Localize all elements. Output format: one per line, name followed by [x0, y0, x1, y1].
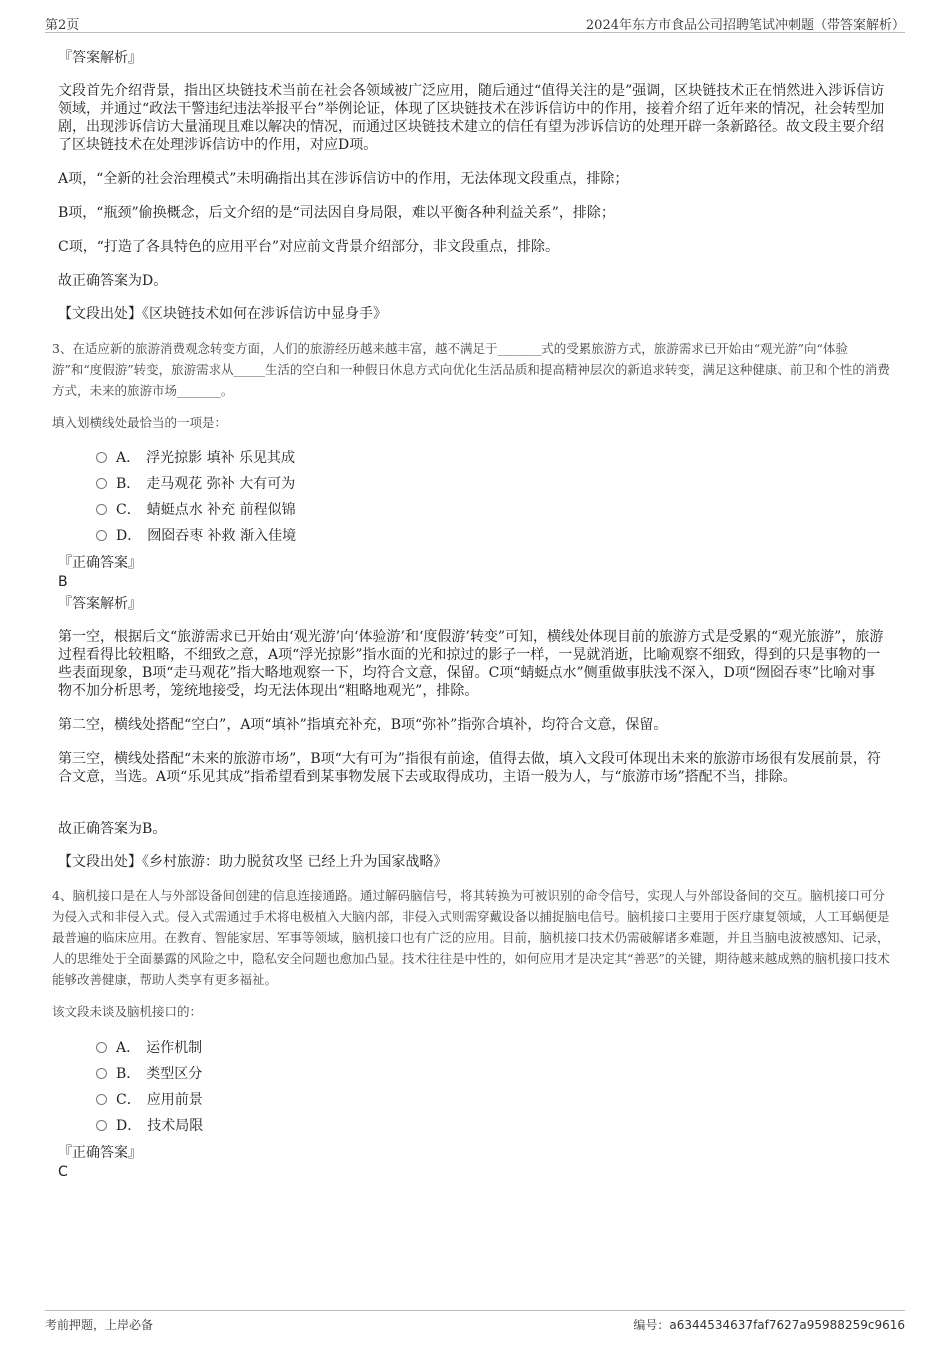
- q3-option-a[interactable]: A． 浮光掠影 填补 乐见其成: [96, 449, 295, 467]
- q4-question: 4、脑机接口是在人与外部设备间创建的信息连接通路。通过解码脑信号，将其转换为可被识别的命令信号，实现人与外部设备间的交互。脑机接口可分为侵入式和非侵入式。侵入式需通过手术将电极植入大脑内部，非侵入式则需穿戴设备以捕捉脑电信号。脑机接口主要用于医疗康复领域，人工耳蜗便是最普遍的临床应用。在教育、智能家居、军事等领域，脑机接口也有广泛的应用。目前，脑机接口技术仍需破解诸多难题，并且当脑电波被感知、记录，人的思维处于全面暴露的风险之中，隐私安全问题也愈加凸显。技术往往是中性的，如何应用才是决定其“善恶”的关键，期待越来越成熟的脑机接口技术能够改善健康，帮助人类享有更多福祉。: [52, 888, 890, 987]
- q4-option-a[interactable]: A． 运作机制: [96, 1039, 202, 1057]
- blank: _______: [497, 341, 542, 356]
- q3-analysis-blank2: 第二空，横线处搭配“空白”，A项“填补”指填充补充，B项“弥补”指弥合填补，均符合文意，保留。: [58, 717, 668, 733]
- q2-option-a-explanation: A项，“全新的社会治理模式”未明确指出其在涉诉信访中的作用，无法体现文段重点，排除；: [58, 171, 629, 187]
- radio-icon[interactable]: [96, 1120, 107, 1131]
- q2-analysis-label: 『答案解析』: [58, 50, 142, 66]
- q3-option-c[interactable]: C． 蜻蜓点水 补充 前程似锦: [96, 501, 296, 519]
- document-code: 编号：a6344534637faf7627a95988259c9616: [633, 1318, 905, 1332]
- q3-source: 【文段出处】《乡村旅游：助力脱贫攻坚 已经上升为国家战略》: [58, 854, 448, 870]
- q3-prompt: 填入划横线处最恰当的一项是：: [52, 415, 228, 430]
- q3-correct-label: 『正确答案』: [58, 555, 142, 571]
- footer-slogan: 考前押题，上岸必备: [45, 1318, 154, 1332]
- q2-source: 【文段出处】《区块链技术如何在涉诉信访中显身手》: [58, 306, 387, 322]
- page-number: 第2页: [45, 18, 80, 33]
- q3-option-d[interactable]: D． 囫囵吞枣 补救 渐入佳境: [96, 527, 296, 545]
- radio-icon[interactable]: [96, 1094, 107, 1105]
- blank: _______: [177, 383, 221, 398]
- q3-analysis-blank1: 第一空，根据后文“旅游需求已开始由‘观光游’向‘体验游’和‘度假游’转变”可知，横线处体现目前的旅游方式是受累的“观光旅游”，旅游过程看得比较粗略，不细致之意，A项“浮光掠影”指水面的光和掠过的影子一样，一晃就消逝，比喻观察不细致，得到的只是事物的一些表面现象，B项“走马观花”指大略地观察一下，均符合文意，保留。C项“蜻蜓点水”侧重做事肤浅不深入，D项“囫囵吞枣”比喻对事物不加分析思考，笼统地接受，均无法体现出“粗略地观光”，排除。: [58, 629, 884, 699]
- q4-correct-answer: C: [58, 1164, 68, 1180]
- q2-option-c-explanation: C项，“打造了各具特色的应用平台”对应前文背景介绍部分，非文段重点，排除。: [58, 239, 560, 255]
- radio-icon[interactable]: [96, 1042, 107, 1053]
- q4-option-c[interactable]: C． 应用前景: [96, 1091, 203, 1109]
- q3-conclusion: 故正确答案为B。: [58, 821, 167, 837]
- q3-analysis-label: 『答案解析』: [58, 596, 142, 612]
- q3-analysis-blank3: 第三空，横线处搭配“未来的旅游市场”，B项“大有可为”指很有前途，值得去做，填入文段可体现出未来的旅游市场很有发展前景，符合文意，当选。A项“乐见其成”指希望看到某事物发展下去或取得成功，主语一般为人，与“旅游市场”搭配不当，排除。: [58, 751, 881, 785]
- radio-icon[interactable]: [96, 504, 107, 515]
- blank: _____: [233, 362, 265, 377]
- page-header: [45, 14, 905, 33]
- q4-option-d[interactable]: D． 技术局限: [96, 1117, 203, 1135]
- q2-option-b-explanation: B项，“瓶颈”偷换概念，后文介绍的是“司法因自身局限，难以平衡各种利益关系”，排除；: [58, 205, 615, 221]
- q2-conclusion: 故正确答案为D。: [58, 273, 168, 289]
- q4-prompt: 该文段未谈及脑机接口的：: [52, 1004, 203, 1019]
- radio-icon[interactable]: [96, 452, 107, 463]
- document-title: 2024年东方市食品公司招聘笔试冲刺题（带答案解析）: [585, 18, 905, 33]
- q4-correct-label: 『正确答案』: [58, 1145, 142, 1161]
- radio-icon[interactable]: [96, 1068, 107, 1079]
- page-footer: [45, 1310, 905, 1337]
- q4-option-b[interactable]: B． 类型区分: [96, 1065, 202, 1083]
- q3-question: 3、在适应新的旅游消费观念转变方面，人们的旅游经历越来越丰富，越不满足于_______式的受累旅游方式，旅游需求已开始由“观光游”向“体验游”和“度假游”转变，旅游需求从_____生活的空白和一种假日休息方式向优化生活品质和提高精神层次的新追求转变，满足这种健康、前卫和个性的消费方式，未来的旅游市场_______。: [52, 341, 890, 398]
- q2-analysis-paragraph: 文段首先介绍背景，指出区块链技术当前在社会各领域被广泛应用，随后通过“值得关注的是”强调，区块链技术正在悄然进入涉诉信访领域，并通过“政法干警违纪违法举报平台”举例论证，体现了区块链技术在涉诉信访中的作用，接着介绍了近年来的情况，社会转型加剧，出现涉诉信访大量涌现且难以解决的情况，而通过区块链技术建立的信任有望为涉诉信访的处理开辟一条新路径。故文段主要介绍了区块链技术在处理涉诉信访中的作用，对应D项。: [58, 83, 885, 153]
- q3-option-b[interactable]: B． 走马观花 弥补 大有可为: [96, 475, 295, 493]
- radio-icon[interactable]: [96, 478, 107, 489]
- q3-correct-answer: B: [58, 574, 68, 590]
- radio-icon[interactable]: [96, 530, 107, 541]
